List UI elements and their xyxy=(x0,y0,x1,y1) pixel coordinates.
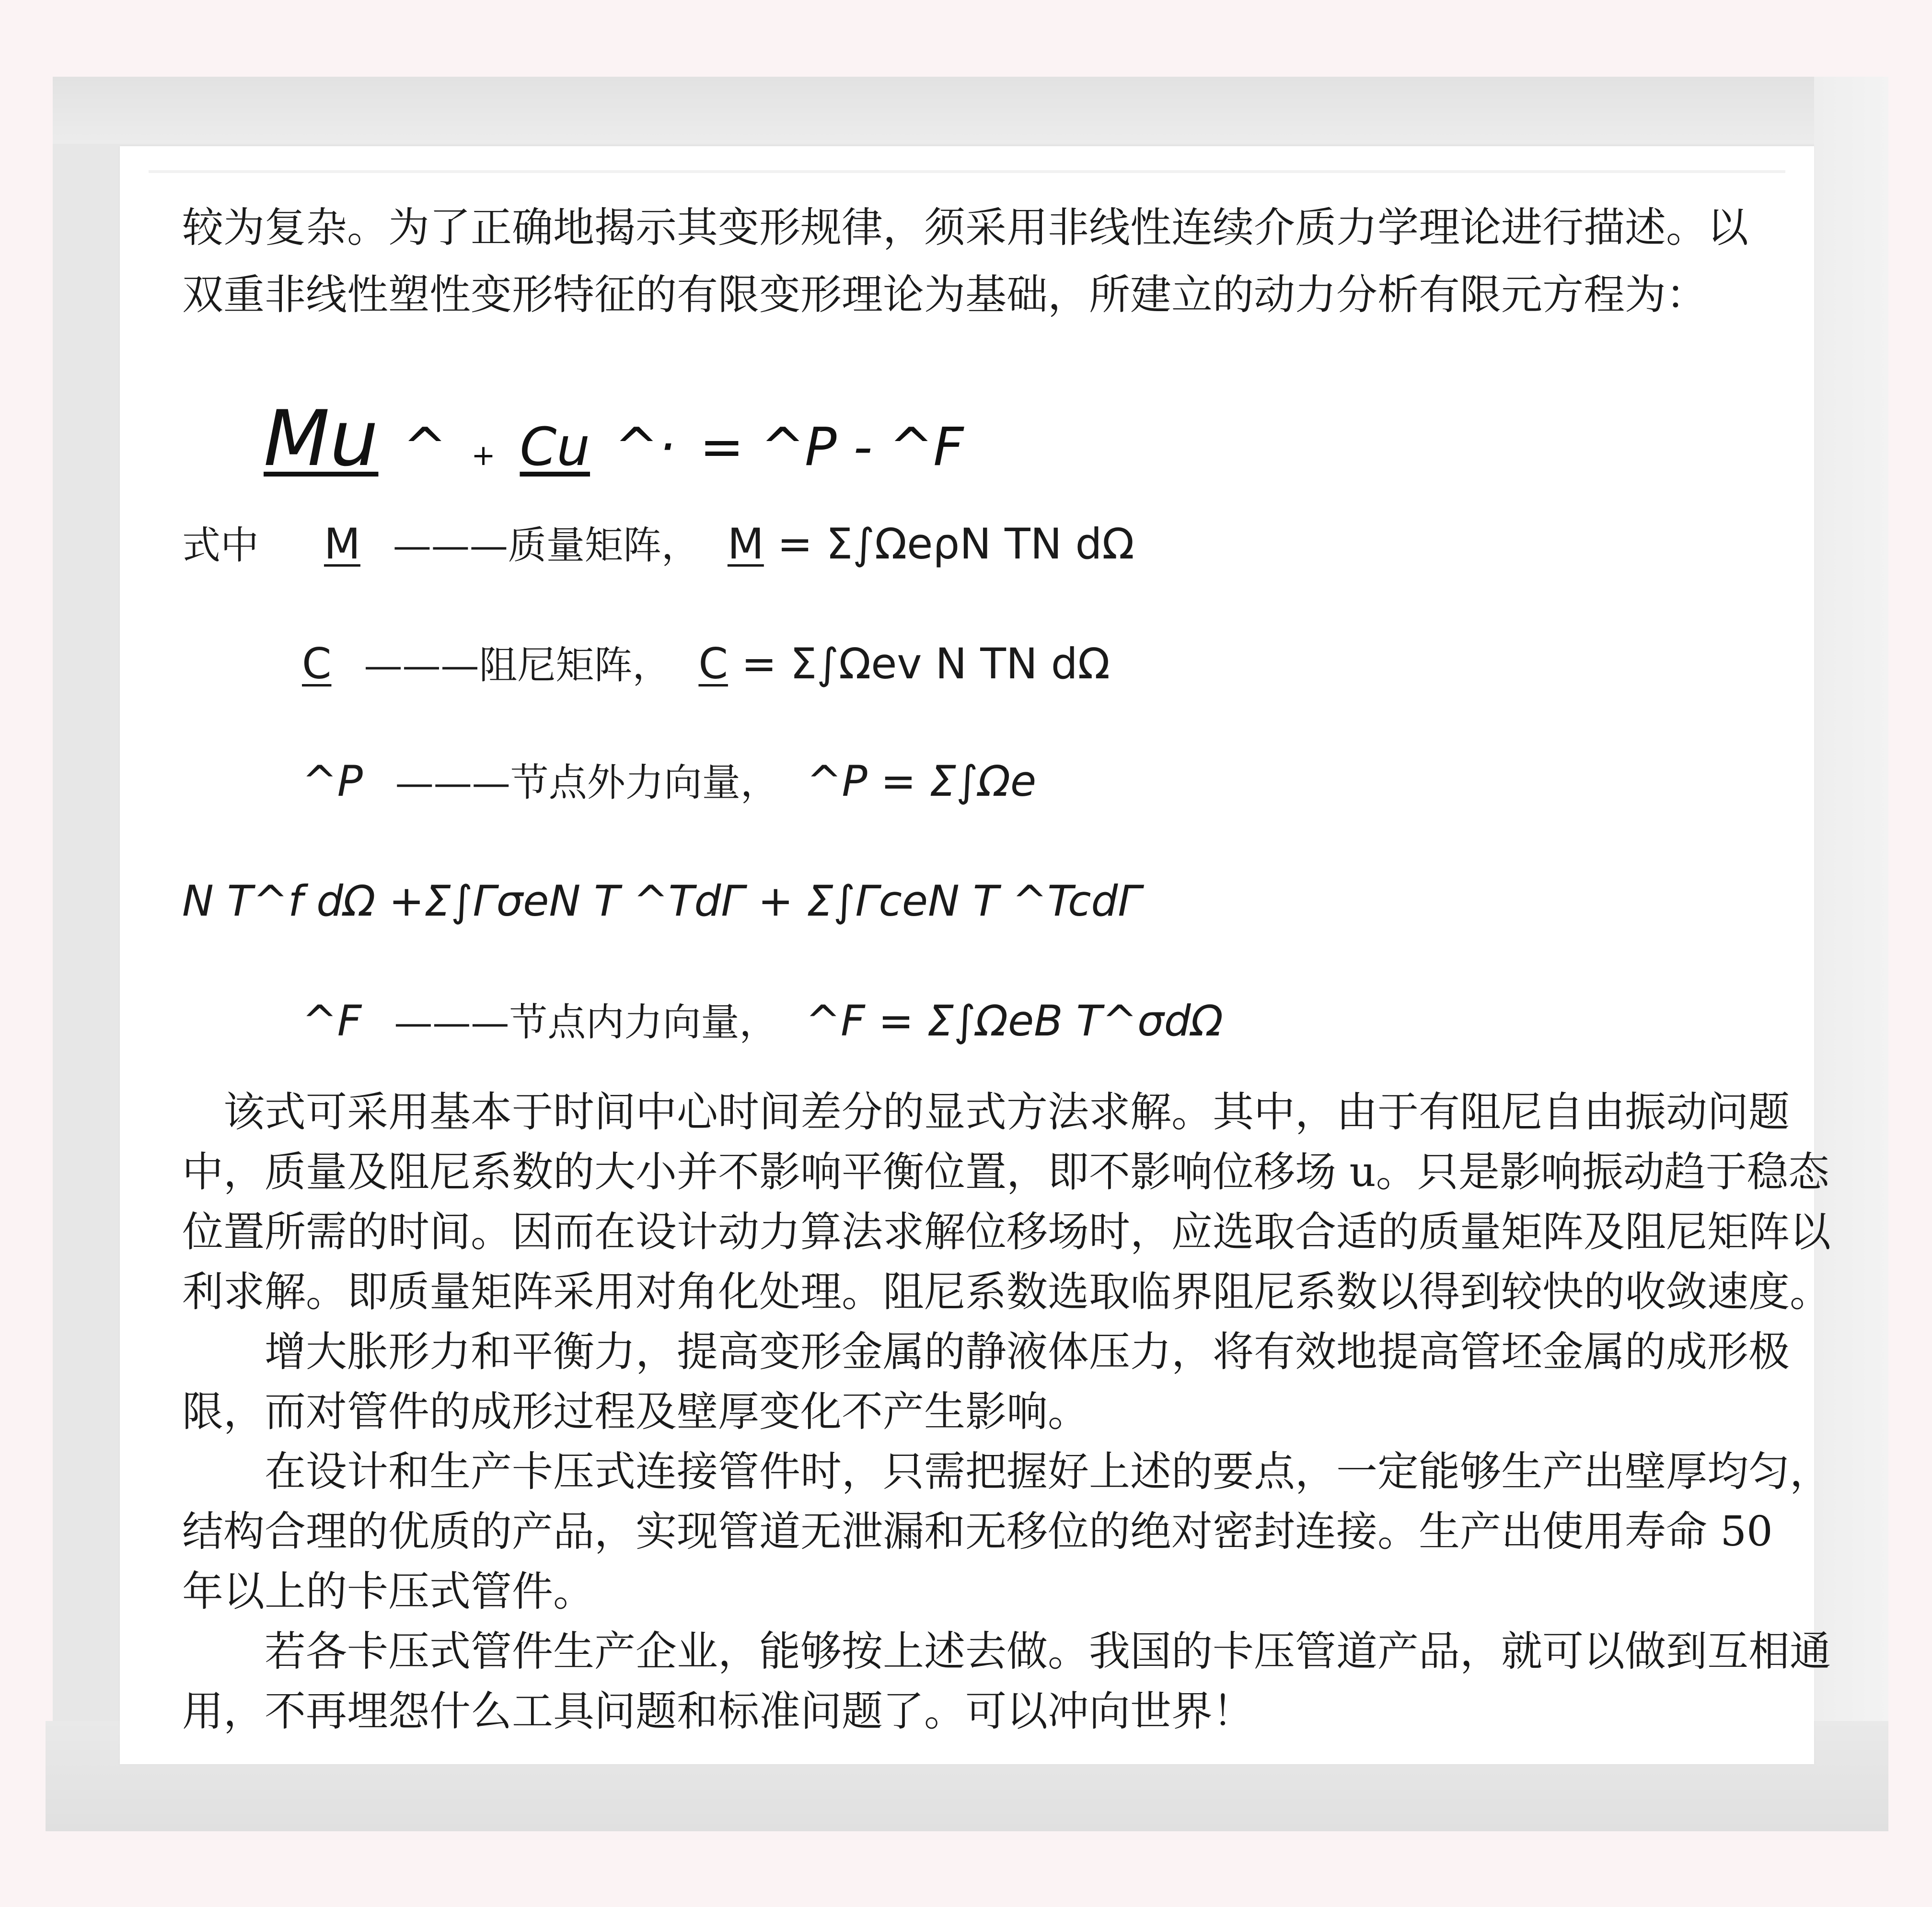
eq-hat-dot: ^· xyxy=(614,416,676,477)
f-formula: ^F = Σ∫ΩeB T^σdΩ xyxy=(805,996,1223,1046)
definition-prefix: 式中 xyxy=(182,523,259,568)
eq-rhs: = ^P - ^F xyxy=(699,416,964,477)
paragraph-line-2: 中，质量及阻尼系数的大小并不影响平衡位置，即不影响位移场 u。只是影响振动趋于稳态 xyxy=(182,1148,1829,1196)
c-description: ———阻尼矩阵， xyxy=(364,643,671,687)
paragraph-line-8: 结构合理的优质的产品，实现管道无泄漏和无移位的绝对密封连接。生产出使用寿命 50 xyxy=(182,1508,1773,1556)
m-symbol: M xyxy=(324,519,360,569)
definition-damping-matrix xyxy=(302,635,1110,694)
paragraph-line-6: 限，而对管件的成形过程及壁厚变化不产生影响。 xyxy=(182,1388,1089,1436)
document-page xyxy=(120,146,1831,1764)
intro-line-1: 较为复杂。为了正确地揭示其变形规律，须采用非线性连续介质力学理论进行描述。以 xyxy=(182,204,1748,252)
eq-mu: Mu xyxy=(264,394,379,483)
paragraph-line-5: 增大胀形力和平衡力，提高变形金属的静液体压力，将有效地提高管坯金属的成形极 xyxy=(182,1328,1790,1376)
definition-external-force xyxy=(302,753,1036,812)
eq-cu: Cu xyxy=(520,416,590,477)
paragraph-line-1: 该式可采用基本于时间中心时间差分的显式方法求解。其中，由于有阻尼自由振动问题 xyxy=(182,1088,1790,1136)
definition-internal-force xyxy=(302,992,1223,1051)
c-symbol: C xyxy=(302,639,332,688)
p-formula: ^P = Σ∫Ωe xyxy=(806,756,1037,806)
frame-bevel-top xyxy=(53,77,1888,144)
frame-bevel-right xyxy=(1814,77,1888,1831)
m-formula: = Σ∫ΩeρN TN dΩ xyxy=(777,519,1134,569)
paragraph-line-3: 位置所需的时间。因而在设计动力算法求解位移场时，应选取合适的质量矩阵及阻尼矩阵以 xyxy=(182,1208,1831,1256)
paragraph-line-4: 利求解。即质量矩阵采用对角化处理。阻尼系数选取临界阻尼系数以得到较快的收敛速度。 xyxy=(182,1268,1831,1316)
paragraph-line-9: 年以上的卡压式管件。 xyxy=(182,1568,594,1616)
f-description: ———节点内力向量， xyxy=(394,1000,778,1045)
m-symbol-2: M xyxy=(727,519,764,569)
definition-mass-matrix xyxy=(182,515,1134,574)
f-symbol: ^F xyxy=(302,996,362,1046)
paragraph-line-7: 在设计和生产卡压式连接管件时，只需把握好上述的要点，一定能够生产出壁厚均匀， xyxy=(182,1448,1831,1496)
eq-hat-1: ^ xyxy=(403,416,447,477)
external-force-continuation: N T^f dΩ +Σ∫ΓσeN T ^TdΓ + Σ∫ΓceN T ^TcdΓ xyxy=(182,876,1142,926)
p-symbol: ^P xyxy=(302,756,363,806)
c-symbol-2: C xyxy=(698,639,728,688)
paragraph-line-11: 用，不再埋怨什么工具问题和标准问题了。可以冲向世界！ xyxy=(182,1687,1254,1735)
dynamic-equation xyxy=(264,391,964,503)
p-description: ———节点外力向量， xyxy=(395,760,779,805)
c-formula: = Σ∫Ωev N TN dΩ xyxy=(741,639,1110,688)
m-description: ———质量矩阵， xyxy=(393,523,700,568)
intro-line-2: 双重非线性塑性变形特征的有限变形理论为基础，所建立的动力分析有限元方程为： xyxy=(182,271,1707,319)
eq-plus: + xyxy=(471,439,496,472)
paragraph-line-10: 若各卡压式管件生产企业，能够按上述去做。我国的卡压管道产品，就可以做到互相通 xyxy=(182,1628,1831,1675)
page-top-rule xyxy=(149,170,1785,173)
